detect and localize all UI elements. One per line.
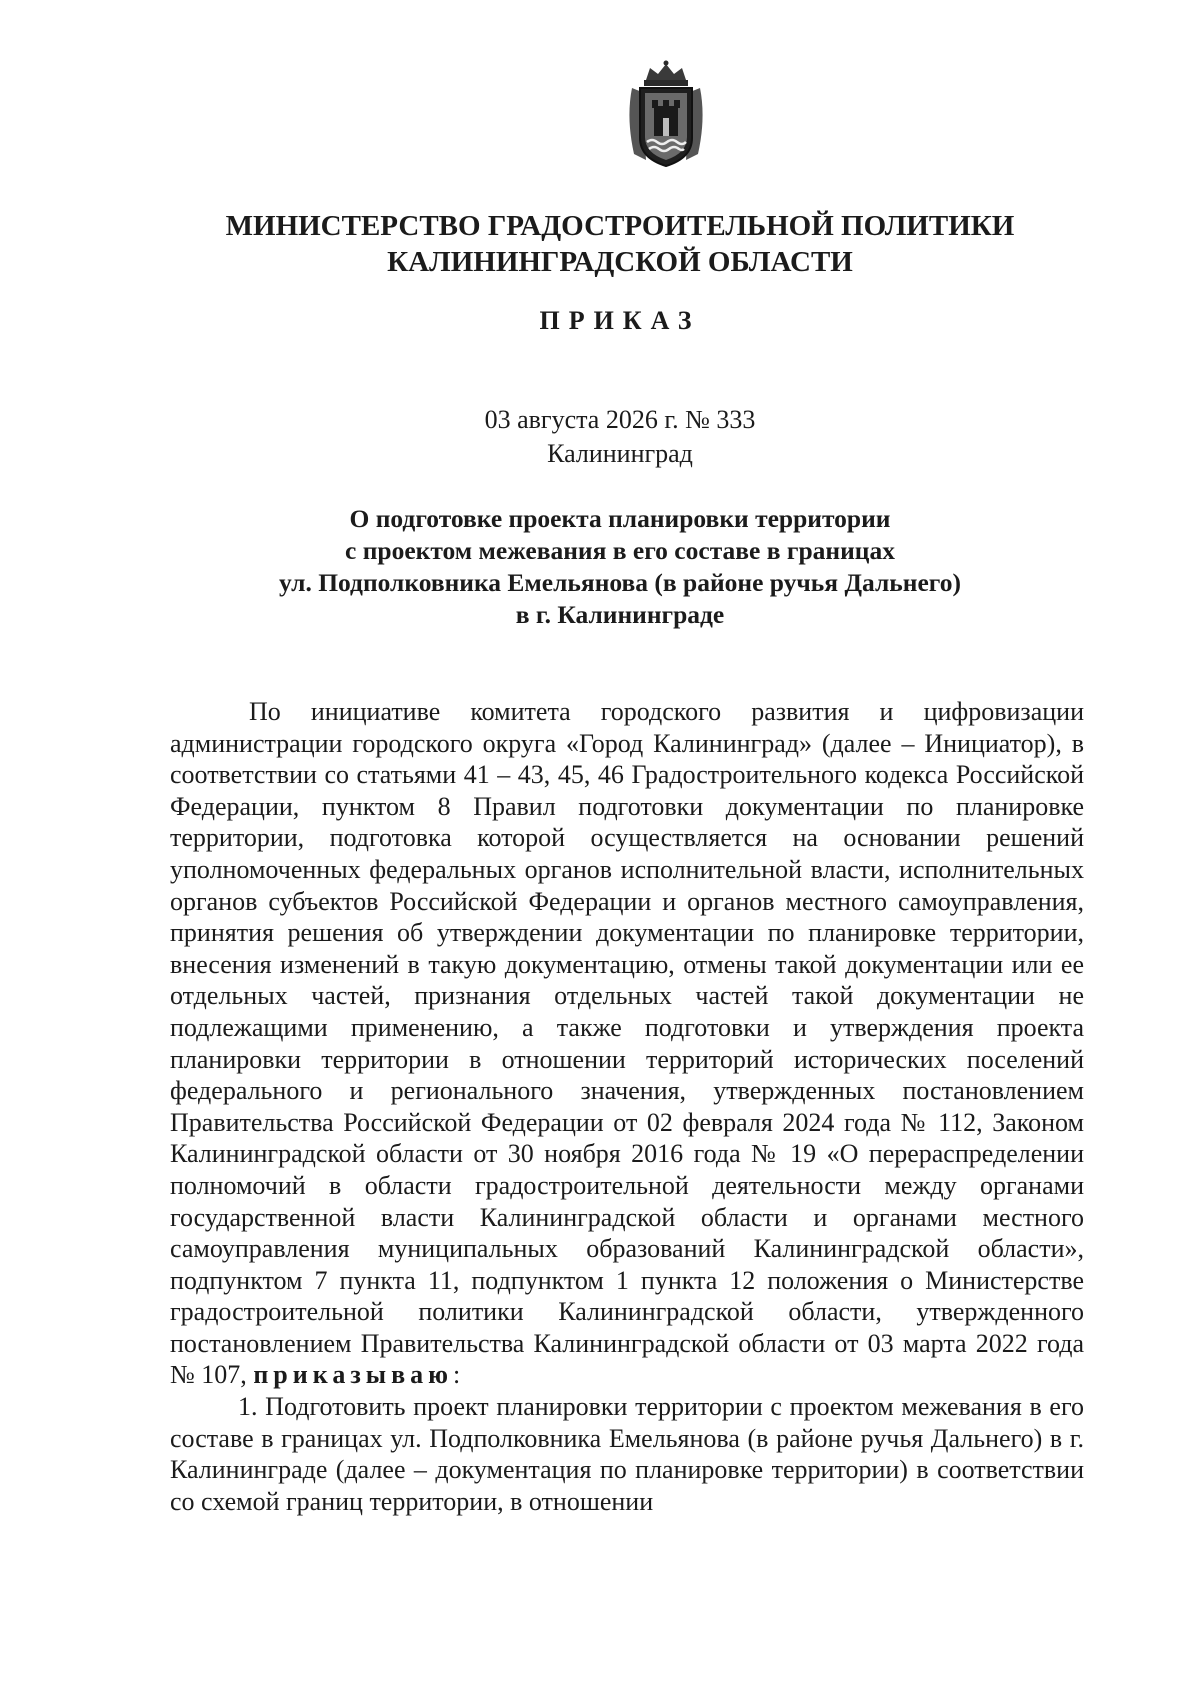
order-word: приказываю <box>253 1360 453 1390</box>
subject-line2: с проектом межевания в его составе в границах <box>345 536 895 565</box>
order-colon: : <box>452 1360 461 1390</box>
subject-line3: ул. Подполковника Емельянова (в районе ручья Дальнего) <box>279 568 961 597</box>
document-body <box>170 696 1084 1517</box>
preamble-paragraph <box>170 696 1084 1391</box>
document-subject <box>170 503 1070 631</box>
preamble-text: По инициативе комитета городского развития и цифровизации администрации городского округа «Город Калининград» (далее – Инициатор), в соответствии со статьями 41 – 43, 45, 46 Градостроительного кодекса Российской Федерации, пунктом 8 Правил подготовки документации по планировке территории, подготовка которой осуществляется на основании решений уполномоченных федеральных органов исполнительной власти, исполнительных органов субъектов Российской Федерации и органов местного самоуправления, принятия решения об утверждении документации по планировке территории, внесения изменений в такую документацию, отмены такой документации или ее отдельных частей, признания отдельных частей такой документации не подлежащими применению, а также подготовки и утверждения проекта планировки территории в отношении территорий исторических поселений федерального и регионального значения, утвержденных постановлением Правительства Российской Федерации от 02 февраля 2024 года № 112, Законом Калининградской области от 30 ноября 2016 года № 19 «О перераспределении полномочий в области градостроительной деятельности между органами государственной власти Калининградской области и органами местного самоуправления муниципальных образований Калининградской области», подпунктом 7 пункта 11, подпунктом 1 пункта 12 положения о Министерстве градостроительной политики Калининградской области, утвержденного постановлением Правительства Калининградской области от 03 марта 2022 года № 107, <box>170 697 1084 1390</box>
ministry-name-line1: МИНИСТЕРСТВО ГРАДОСТРОИТЕЛЬНОЙ ПОЛИТИКИ <box>225 210 1015 242</box>
city: Калининград <box>547 439 693 468</box>
document-meta <box>160 403 1080 471</box>
document-type-title: ПРИКАЗ <box>539 306 701 335</box>
item-1-paragraph <box>170 1391 1084 1517</box>
coat-of-arms-emblem <box>618 58 714 170</box>
ministry-name-line2: КАЛИНИНГРАДСКОЙ ОБЛАСТИ <box>387 246 853 278</box>
subject-line1: О подготовке проекта планировки территории <box>349 504 891 533</box>
ministry-name <box>160 208 1080 280</box>
date-and-number: 03 августа 2026 г. № 333 <box>484 405 756 434</box>
subject-line4: в г. Калининграде <box>515 600 725 629</box>
item-1-tail: в соответствии со схемой границ территории, в отношении <box>170 1455 1084 1516</box>
item-1-text: 1. Подготовить проект планировки территории с проектом межевания в его составе в границах ул. Подполковника Емельянова (в районе ручья Дальнего) в г. Калининграде (далее – документация по планировке территории) <box>170 1392 1084 1485</box>
